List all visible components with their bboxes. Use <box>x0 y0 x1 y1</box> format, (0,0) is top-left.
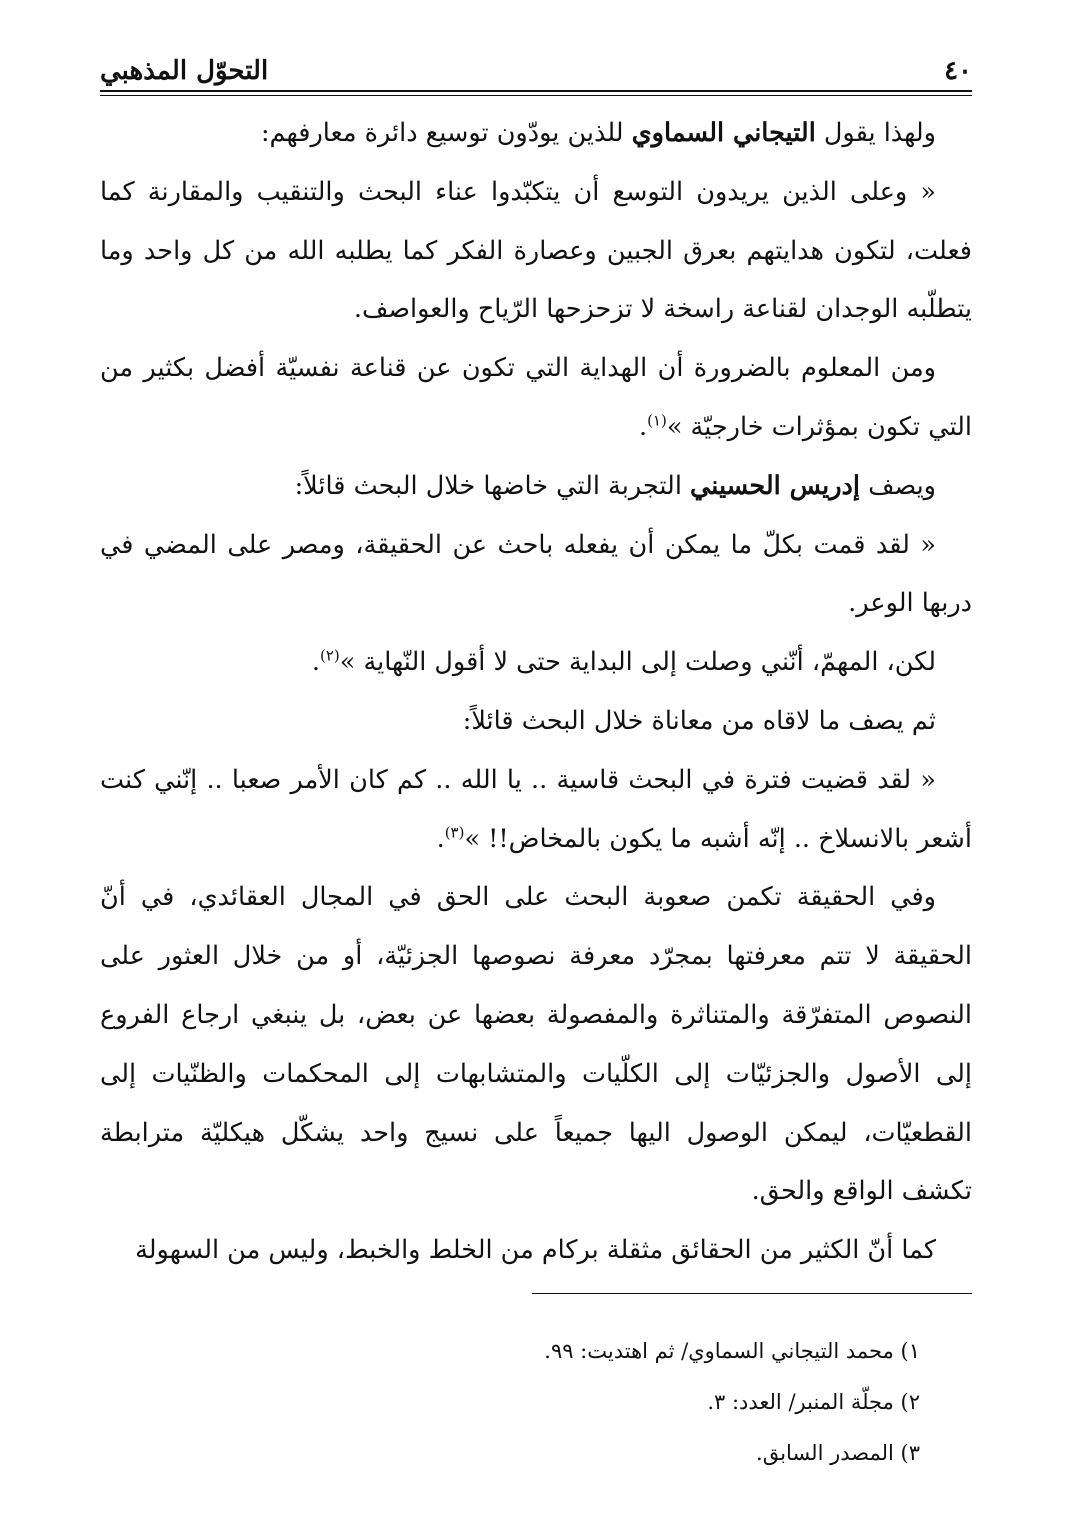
quote-suffering: « لقد قضيت فترة في البحث قاسية .. يا الله .. كم كان الأمر صعبا .. إنّني كنت أشعر بالانسلاخ .. إنّه أشبه ما يكون بالمخاض!! »$^{(٣)}$. <box>100 764 972 854</box>
author-name-husseini: إدريس الحسيني <box>690 470 860 501</box>
footnote-1: ١) محمد التيجاني السماوي/ ثم اهتديت: ٩٩. <box>544 1339 920 1363</box>
main-text <box>100 104 972 1280</box>
paragraph-intro-tijani: ولهذا يقول التيجاني السماوي للذين يودّون توسيع دائرة معارفهم: <box>260 118 936 148</box>
footnote-ref-2[interactable]: (٢) <box>319 646 340 665</box>
page-number: ٤٠ <box>944 56 972 86</box>
page-header <box>100 42 972 86</box>
paragraph-continued: كما أنّ الكثير من الحقائق مثقلة بركام من الخلط والخبط، وليس من السهولة <box>135 1235 936 1266</box>
quote-tijani-continued: ومن المعلوم بالضرورة أن الهداية التي تكون عن قناعة نفسيّة أفضل بكثير من التي تكون بمؤثرات خارجيّة »$^{(١)}$. <box>100 353 972 442</box>
footnote-ref-3[interactable]: (٣) <box>444 823 465 842</box>
quote-tijani: « وعلى الذين يريدون التوسع أن يتكبّدوا عناء البحث والتنقيب والمقارنة كما فعلت، لتكون هدايتهم بعرق الجبين وعصارة الفكر كما يطلبه الله من كل واحد وما يتطلّبه الوجدان لقناعة راسخة لا تزحزحها الرّياح والعواصف. <box>100 176 972 325</box>
book-title: التحوّل المذهبي <box>100 56 269 86</box>
paragraph-suffering-intro: ثم يصف ما لاقاه من معاناة خلال البحث قائلاً: <box>462 705 936 736</box>
footnote-ref-1[interactable]: (١) <box>647 411 667 430</box>
quote-husseini: « لقد قمت بكلّ ما يمكن أن يفعله باحث عن الحقيقة، ومصر على المضي في دربها الوعر. <box>100 529 972 619</box>
paragraph-difficulty: وفي الحقيقة تكمن صعوبة البحث على الحق في المجال العقائدي، في أنّ الحقيقة لا تتم معرفتها بمجرّد معرفة نصوصها الجزئيّة، أو من خلال العثور على النصوص المتفرّقة والمتناثرة والمفصولة بعضها عن بعض، بل ينبغي ارجاع الفروع إلى الأصول والجزئيّات إلى الكلّيات والمتشابهات إلى المحكمات والظنّيات إلى القطعيّات، ليمكن الوصول اليها جميعاً على نسيج واحد يشكّل هيكليّة مترابطة تكشف الواقع والحق. <box>100 882 972 1207</box>
author-name-tijani: التيجاني السماوي <box>631 118 816 148</box>
header-rule <box>100 90 972 96</box>
footnote-2: ٢) مجلّة المنبر/ العدد: ٣. <box>707 1390 920 1414</box>
footnote-separator <box>532 1293 972 1294</box>
footnote-3: ٣) المصدر السابق. <box>756 1441 920 1465</box>
footnotes <box>100 1326 972 1479</box>
quote-husseini-continued: لكن، المهمّ، أنّني وصلت إلى البداية حتى لا أقول النّهاية »$^{(٢)}$. <box>311 646 936 678</box>
paragraph-intro-husseini: ويصف إدريس الحسيني التجربة التي خاضها خلال البحث قائلاً: <box>294 470 936 501</box>
